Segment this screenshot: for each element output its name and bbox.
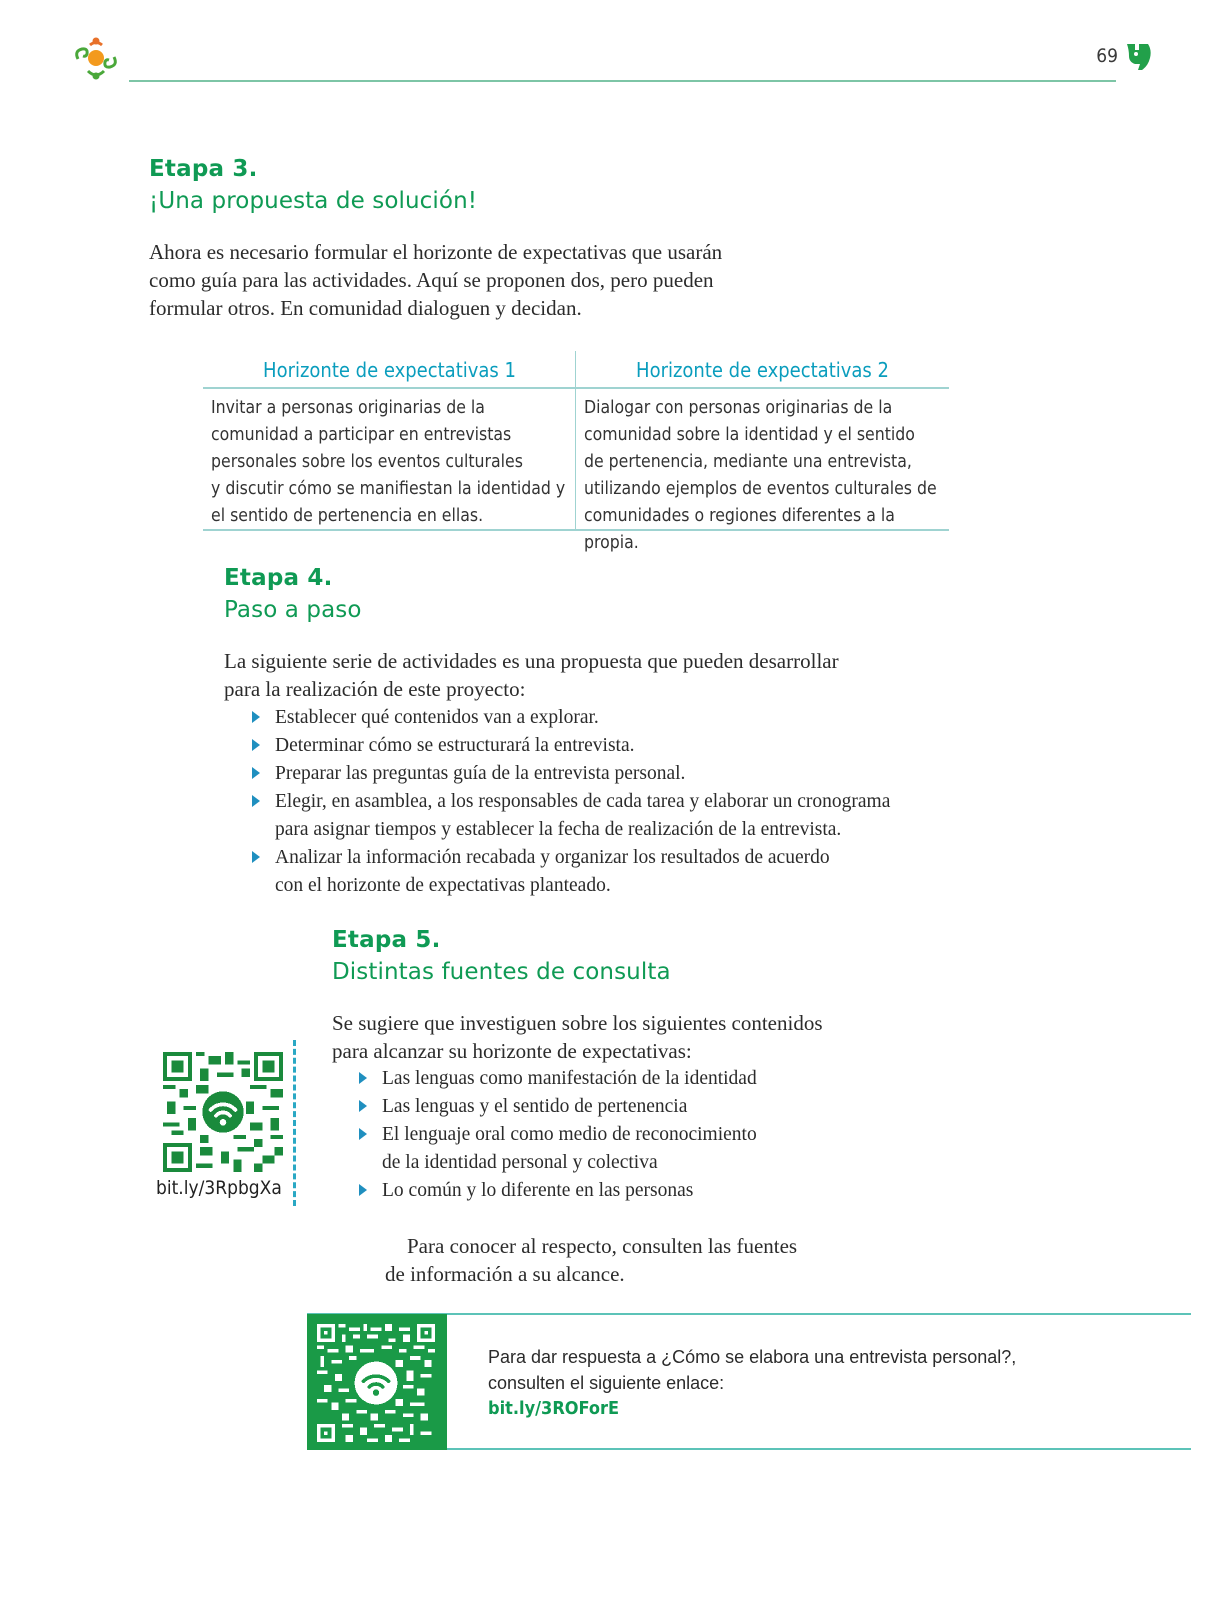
cell-line: comunidad sobre la identidad y el sentido bbox=[584, 425, 915, 445]
info-box-link[interactable]: bit.ly/3ROForE bbox=[488, 1398, 620, 1419]
list-item-text: Elegir, en asamblea, a los responsables de cada tarea y elaborar un cronograma bbox=[275, 791, 891, 812]
bullet-triangle-icon bbox=[359, 1100, 367, 1112]
cell-line: de pertenencia, mediante una entrevista, bbox=[584, 452, 912, 472]
list-item-text: Las lenguas y el sentido de pertenencia bbox=[382, 1096, 688, 1117]
list-item-text: Analizar la información recabada y organizar los resultados de acuerdo bbox=[275, 847, 830, 868]
list-item bbox=[331, 1121, 931, 1177]
cell-line: y discutir cómo se manifiestan la identidad y bbox=[211, 479, 566, 499]
list-item-text: Preparar las preguntas guía de la entrevista personal. bbox=[275, 763, 686, 784]
list-item bbox=[331, 1177, 931, 1205]
table-header-1: Horizonte de expectativas 1 bbox=[263, 358, 516, 382]
paragraph-line: de información a su alcance. bbox=[385, 1262, 625, 1286]
info-box-text bbox=[488, 1344, 1016, 1422]
qr-code-icon bbox=[163, 1052, 283, 1172]
cell-line: comunidades o regiones diferentes a la propia. bbox=[584, 506, 895, 553]
etapa5-title: Distintas fuentes de consulta bbox=[332, 959, 671, 985]
list-item-text: de la identidad personal y colectiva bbox=[382, 1152, 658, 1173]
etapa4-number: Etapa 4. bbox=[224, 565, 333, 591]
list-item bbox=[331, 1093, 931, 1121]
bullet-triangle-icon bbox=[252, 795, 260, 807]
list-item bbox=[224, 704, 944, 732]
list-item bbox=[224, 844, 944, 900]
paragraph-line: Se sugiere que investiguen sobre los siguientes contenidos bbox=[332, 1011, 823, 1035]
paragraph-line: La siguiente serie de actividades es una propuesta que pueden desarrollar bbox=[224, 649, 839, 673]
etapa3-title: ¡Una propuesta de solución! bbox=[149, 188, 478, 214]
bullet-triangle-icon bbox=[252, 711, 260, 723]
list-item-text: El lenguaje oral como medio de reconocimiento bbox=[382, 1124, 757, 1145]
etapa4-title: Paso a paso bbox=[224, 597, 362, 623]
paragraph-line: para alcanzar su horizonte de expectativas: bbox=[332, 1039, 692, 1063]
etapa5-bullet-list bbox=[331, 1065, 931, 1205]
etapa4-bullet-list bbox=[224, 704, 944, 900]
cell-line: utilizando ejemplos de eventos culturales de bbox=[584, 479, 937, 499]
expectations-table bbox=[203, 351, 949, 553]
qr-dashed-divider bbox=[293, 1040, 296, 1206]
cell-line: Invitar a personas originarias de la bbox=[211, 398, 485, 418]
info-line: consulten el siguiente enlace: bbox=[488, 1373, 725, 1393]
corner-figure-icon bbox=[1124, 40, 1154, 74]
header-logo bbox=[70, 33, 122, 83]
list-item-text: Lo común y lo diferente en las personas bbox=[382, 1180, 694, 1201]
header-rule bbox=[129, 80, 1116, 82]
qr-code-1[interactable] bbox=[163, 1052, 283, 1172]
etapa5-intro bbox=[332, 1009, 952, 1065]
cell-line: el sentido de pertenencia en ellas. bbox=[211, 506, 484, 526]
qr-code-2[interactable] bbox=[317, 1324, 435, 1442]
paragraph-line: para la realización de este proyecto: bbox=[224, 677, 526, 701]
qr-code-icon bbox=[317, 1324, 435, 1442]
etapa3-number: Etapa 3. bbox=[149, 156, 258, 182]
list-item-text: con el horizonte de expectativas planteado. bbox=[275, 875, 611, 896]
bullet-triangle-icon bbox=[359, 1128, 367, 1140]
bullet-triangle-icon bbox=[252, 851, 260, 863]
list-item-text: Las lenguas como manifestación de la identidad bbox=[382, 1068, 757, 1089]
table-cell-1 bbox=[211, 395, 570, 530]
bullet-triangle-icon bbox=[359, 1184, 367, 1196]
list-item-text: Establecer qué contenidos van a explorar. bbox=[275, 707, 599, 728]
etapa3-paragraph bbox=[149, 238, 849, 322]
bullet-triangle-icon bbox=[252, 739, 260, 751]
paragraph-line: Ahora es necesario formular el horizonte de expectativas que usarán bbox=[149, 240, 723, 264]
list-item bbox=[224, 732, 944, 760]
sun-flower-logo-icon bbox=[70, 33, 122, 83]
cell-line: Dialogar con personas originarias de la bbox=[584, 398, 893, 418]
paragraph-line: formular otros. En comunidad dialoguen y decidan. bbox=[149, 296, 582, 320]
etapa5-number: Etapa 5. bbox=[332, 927, 441, 953]
cell-line: comunidad a participar en entrevistas bbox=[211, 425, 512, 445]
paragraph-line: Para conocer al respecto, consulten las fuentes bbox=[407, 1234, 798, 1258]
bullet-triangle-icon bbox=[359, 1072, 367, 1084]
table-column-2 bbox=[576, 351, 949, 553]
cell-line: personales sobre los eventos culturales bbox=[211, 452, 523, 472]
table-column-1 bbox=[203, 351, 576, 531]
table-header-2: Horizonte de expectativas 2 bbox=[636, 358, 889, 382]
qr-link-1[interactable]: bit.ly/3RpbgXa bbox=[156, 1177, 282, 1199]
page-number: 69 bbox=[1096, 45, 1118, 67]
bullet-triangle-icon bbox=[252, 767, 260, 779]
table-cell-2 bbox=[584, 395, 943, 557]
list-item bbox=[331, 1065, 931, 1093]
list-item bbox=[224, 788, 944, 844]
list-item-text: Determinar cómo se estructurará la entrevista. bbox=[275, 735, 635, 756]
etapa5-closing bbox=[385, 1232, 945, 1288]
info-line: Para dar respuesta a ¿Cómo se elabora una entrevista personal?, bbox=[488, 1347, 1017, 1367]
list-item bbox=[224, 760, 944, 788]
paragraph-line: como guía para las actividades. Aquí se proponen dos, pero pueden bbox=[149, 268, 714, 292]
etapa4-intro bbox=[224, 647, 944, 703]
list-item-text: para asignar tiempos y establecer la fecha de realización de la entrevista. bbox=[275, 819, 842, 840]
